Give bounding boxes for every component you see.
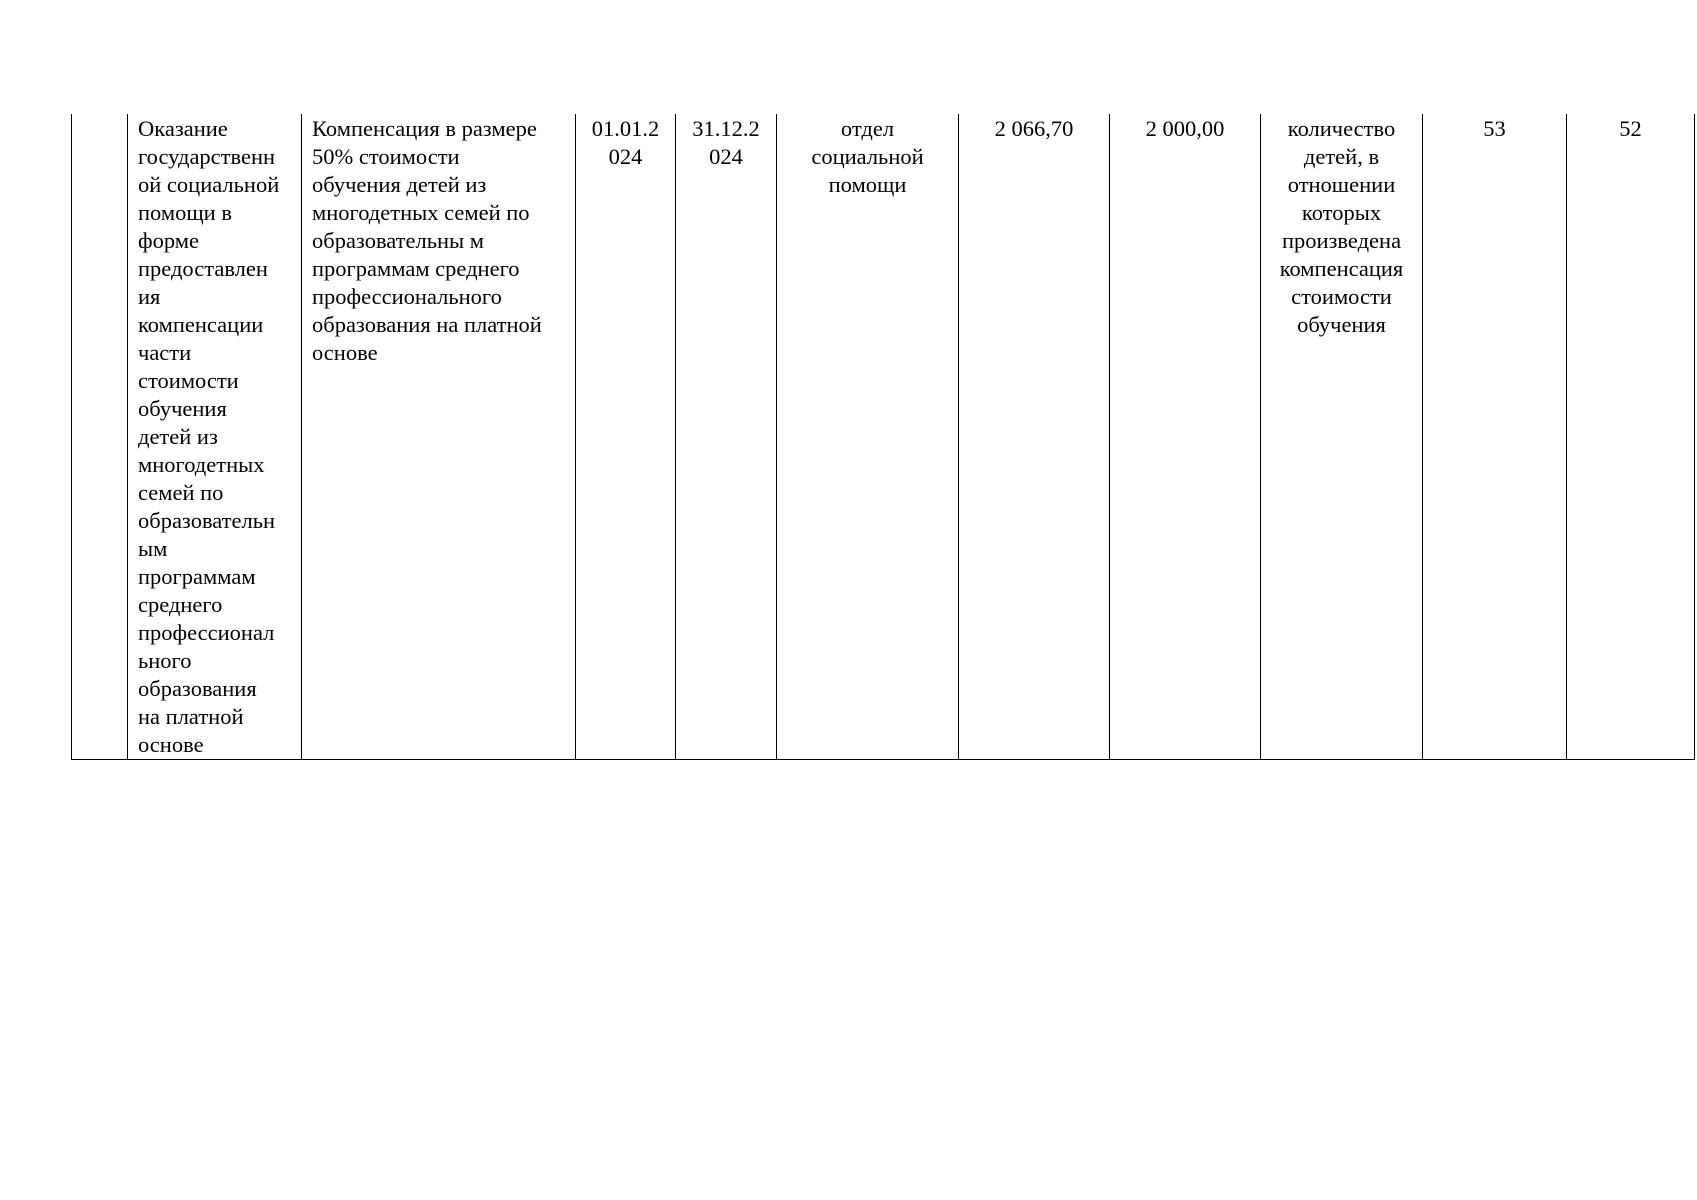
amount-planned-cell: [959, 114, 1110, 760]
indicator-fact: 52: [1619, 116, 1642, 141]
indicator-plan: 53: [1483, 116, 1506, 141]
event-name: Оказание государственн ой социальной помощи в форме предоставлен ия компенсации части стоимости обучения детей из многодетных семей по образовательн ым программам среднего профессионал ьного образования на платной основе: [138, 116, 280, 757]
event-name-cell: [128, 114, 302, 760]
program-events-table: [71, 114, 1695, 760]
indicator-name: количество детей, в отношении которых произведена компенсация стоимости обучения: [1279, 116, 1404, 337]
indicator-cell: [1261, 114, 1423, 760]
end-date: 31.12.2 024: [692, 116, 760, 169]
end-date-cell: [676, 114, 777, 760]
executor: отдел социальной помощи: [811, 116, 924, 197]
indicator-plan-cell: [1423, 114, 1567, 760]
description-cell: [302, 114, 576, 760]
indicator-fact-cell: [1567, 114, 1695, 760]
amount-actual-cell: [1110, 114, 1261, 760]
amount-actual: 2 000,00: [1145, 116, 1225, 141]
event-description: Компенсация в размере 50% стоимости обучения детей из многодетных семей по образовательны м программам среднего профессионального образования на платной основе: [312, 116, 542, 365]
table-row: [72, 114, 1695, 760]
executor-cell: [777, 114, 959, 760]
row-number-cell: [72, 114, 128, 760]
start-date-cell: [576, 114, 676, 760]
amount-planned: 2 066,70: [994, 116, 1074, 141]
start-date: 01.01.2 024: [591, 116, 660, 169]
